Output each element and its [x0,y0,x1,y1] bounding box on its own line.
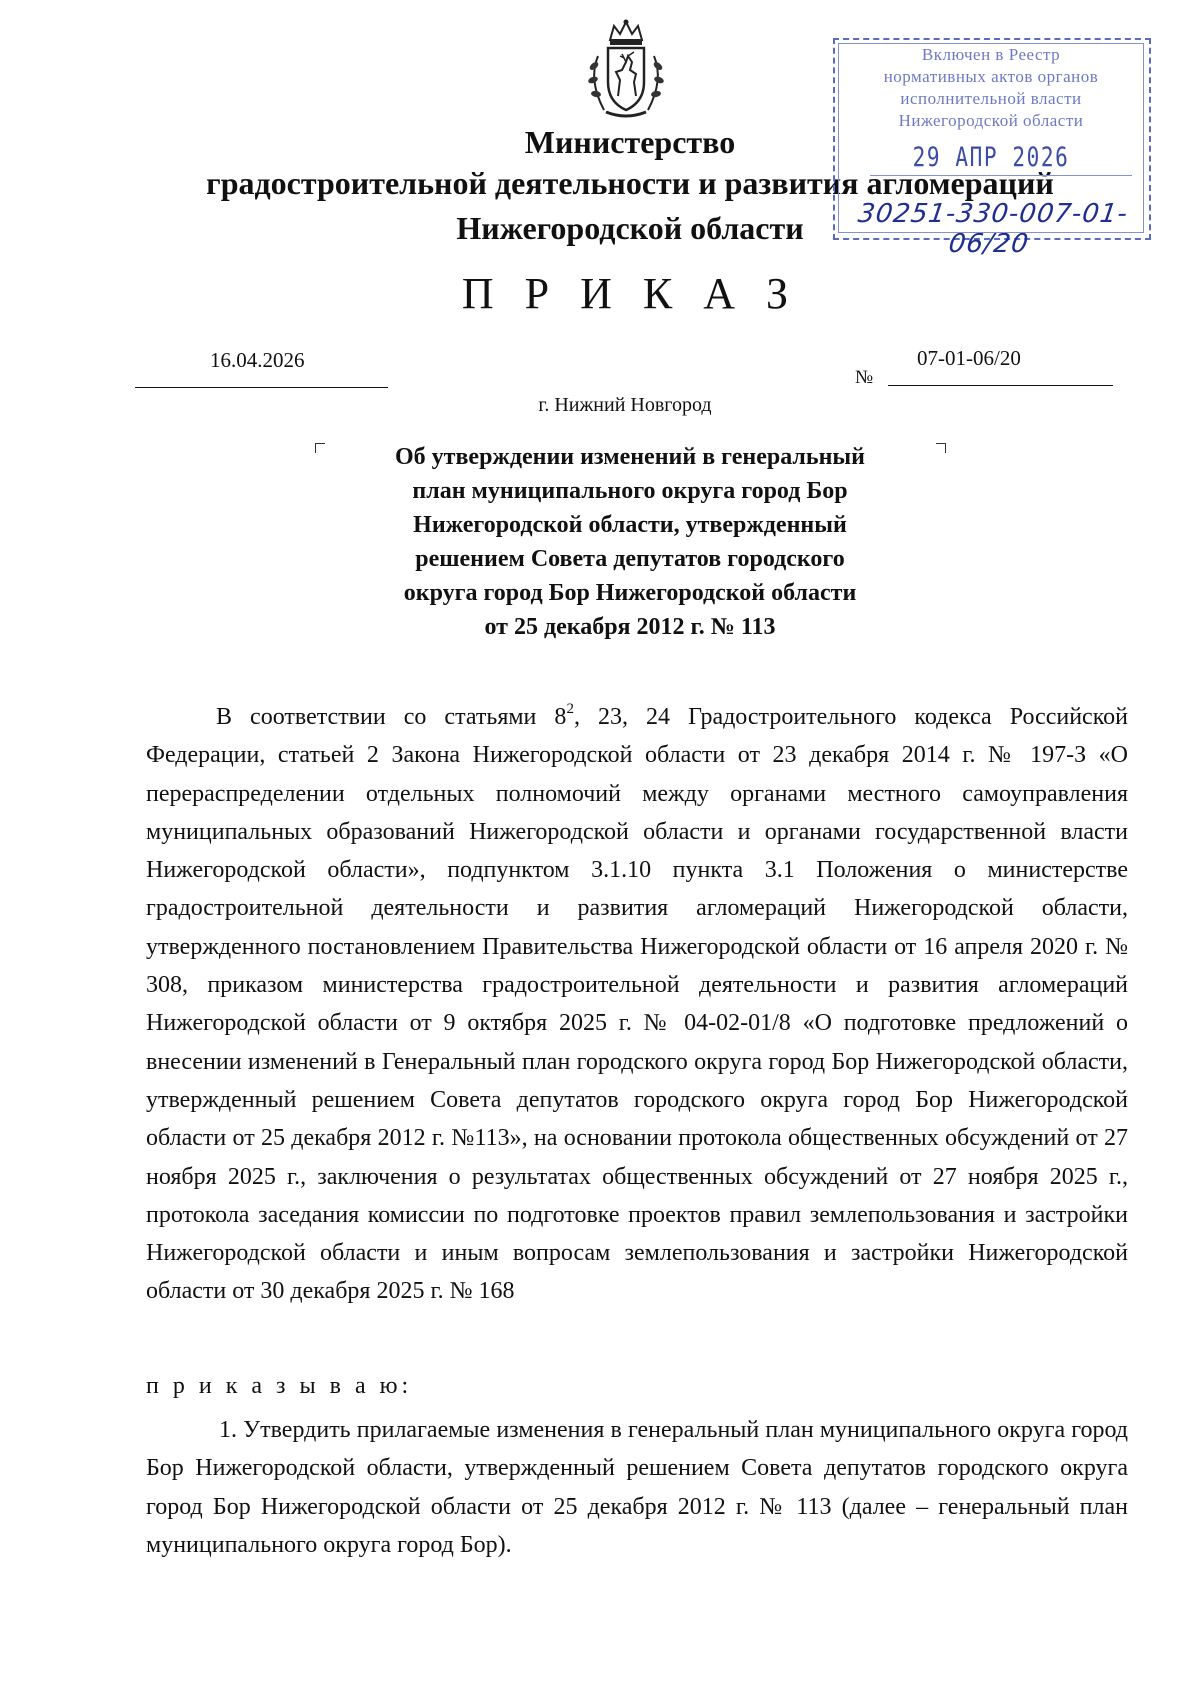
city-name: г. Нижний Новгород [538,394,712,416]
article-superscript: 2 [566,701,574,717]
order-date: 16.04.2026 [210,348,305,372]
date-underline [135,387,388,388]
ministry-title-line1: Министерство [524,124,736,160]
coat-of-arms-icon [580,18,672,122]
stamp-line: Нижегородской области [898,111,1084,130]
subject-line: план муниципального округа город Бор [412,478,848,504]
subject-line: от 25 декабря 2012 г. № 113 [484,614,776,640]
stamp-line: Включен в Реестр [921,45,1061,64]
subject-corner-left [315,443,325,453]
subject-line: решением Совета депутатов городского [415,546,845,572]
preamble-paragraph [146,698,1128,1311]
order-subject [330,440,930,644]
order-item-1: 1. Утвердить прилагаемые изменения в генеральный план муниципального округа город Бор Нижегородской области, утвержденный решением Совета депутатов городского округа город Бор Нижегородской области от 25 декабря 2012 г. № 113 (далее – генеральный план муниципального округа город Бор). [146,1417,1128,1558]
number-sign: № [855,367,874,388]
subject-line: округа город Бор Нижегородской области [403,580,857,606]
preamble-start: В соответствии со статьями 8 [216,704,567,730]
ministry-title-line3: Нижегородской области [456,210,804,246]
stamp-registration-number: 30251-330-007-01-06/20 [856,199,1130,259]
stamp-registration-underline [842,232,1134,233]
order-number: 07-01-06/20 [917,346,1021,370]
order-directive-word: п р и к а з ы в а ю: [146,1373,413,1399]
stamp-line: нормативных актов органов [883,67,1099,86]
subject-line: Нижегородской области, утвержденный [413,512,847,538]
document-type-title: П Р И К А З [461,269,799,318]
subject-corner-right [936,443,946,453]
ministry-title-line2: градостроительной деятельности и развития агломераций [206,165,1054,201]
number-underline [888,385,1113,386]
preamble-rest: , 23, 24 Градостроительного кодекса Российской Федерации, статьей 2 Закона Нижегородской области от 23 декабря 2014 г. № 197-З «О перераспределении отдельных полномочий между органами местного самоуправления муниципальных образований Нижегородской области и органами государственной власти Нижегородской области», подпунктом 3.1.10 пункта 3.1 Положения о министерстве градостроительной деятельности и развития агломераций Нижегородской области, утвержденного постановлением Правительства Нижегородской области от 16 апреля 2020 г. № 308, приказом министерства градостроительной деятельности и развития агломераций Нижегородской области от 9 октября 2025 г. № 04-02-01/8 «О подготовке предложений о внесении изменений в Генеральный план городского округа город Бор Нижегородской области, утвержденный решением Совета депутатов городского округа город Бор Нижегородской области от 25 декабря 2012 г. №113», на основании протокола общественных обсуждений от 27 ноября 2025 г., заключения о результатах общественных обсуждений от 27 ноября 2025 г., протокола заседания комиссии по подготовке проектов правил землепользования и застройки Нижегородской области и иным вопросам землепользования и застройки Нижегородской области от 30 декабря 2025 г. № 168 [146,704,1128,1305]
stamp-date-underline [870,175,1132,176]
subject-line: Об утверждении изменений в генеральный [395,444,865,470]
stamp-line: исполнительной власти [900,89,1082,108]
stamp-date: 29 АПР 2026 [912,142,1070,173]
